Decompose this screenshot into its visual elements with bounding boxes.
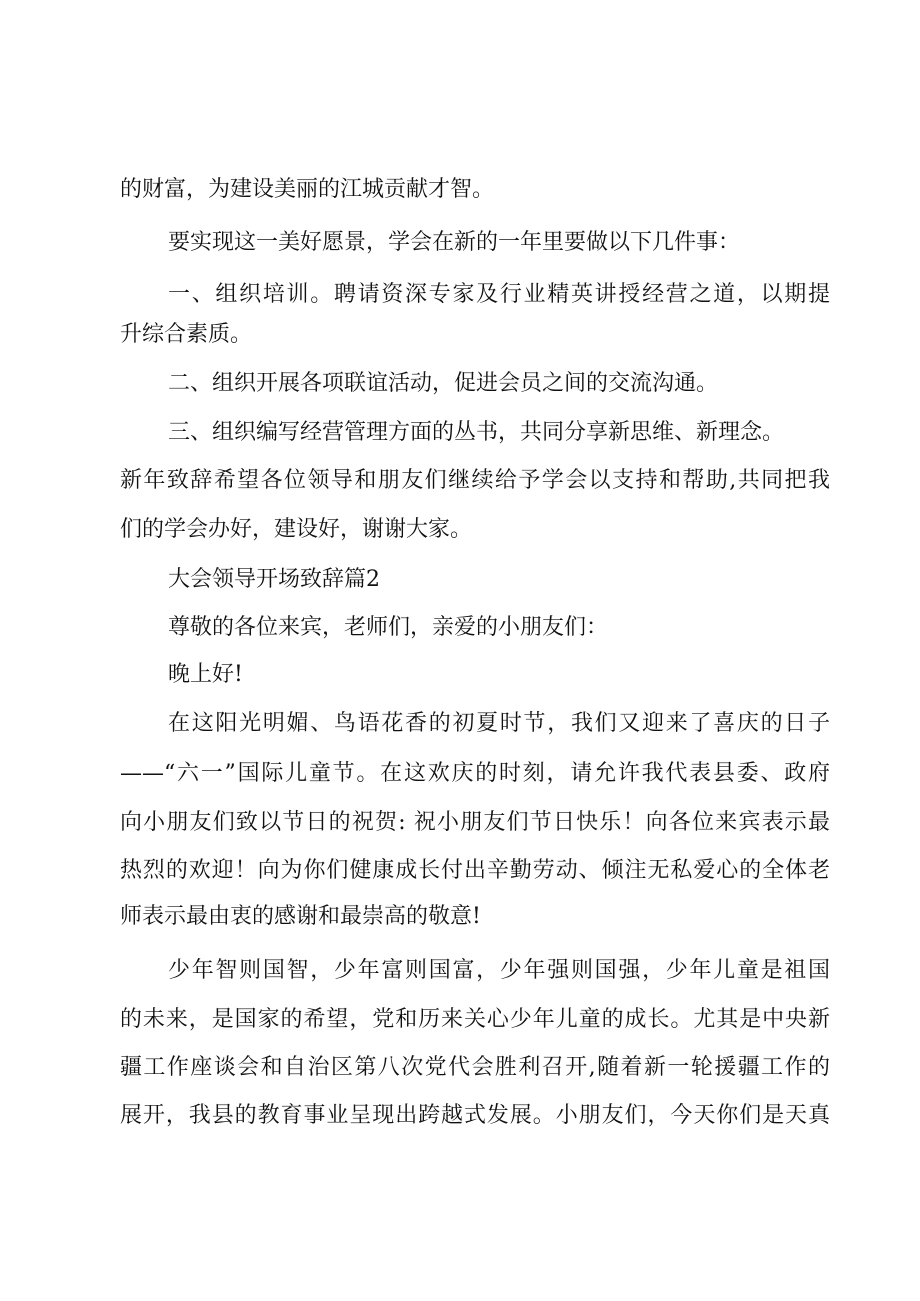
body-line: 升综合素质。 bbox=[120, 322, 253, 347]
body-line: 们的学会办好，建设好，谢谢大家。 bbox=[120, 517, 473, 542]
list-item-1-line: 一、组织培训。聘请资深专家及行业精英讲授经营之道，以期提 bbox=[168, 282, 830, 307]
greeting: 晚上好! bbox=[168, 662, 243, 687]
body-line: 热烈的欢迎！向为你们健康成长付出辛勤劳动、倾注无私爱心的全体老 bbox=[120, 858, 830, 883]
body-line: 的财富，为建设美丽的江城贡献才智。 bbox=[120, 177, 495, 202]
body-line: 在这阳光明媚、鸟语花香的初夏时节，我们又迎来了喜庆的日子 bbox=[168, 711, 830, 736]
list-item-2-line: 二、组织开展各项联谊活动，促进会员之间的交流沟通。 bbox=[168, 371, 719, 396]
section-heading: 大会领导开场致辞篇2 bbox=[168, 567, 380, 592]
body-line: 师表示最由衷的感谢和最崇高的敬意! bbox=[120, 904, 481, 929]
body-line: 要实现这一美好愿景，学会在新的一年里要做以下几件事： bbox=[168, 230, 741, 255]
list-item-3-line: 三、组织编写经营管理方面的丛书，共同分享新思维、新理念。 bbox=[168, 420, 785, 445]
body-line: 新年致辞希望各位领导和朋友们继续给予学会以支持和帮助,共同把我 bbox=[120, 468, 830, 493]
body-line: 向小朋友们致以节日的祝贺: 祝小朋友们节日快乐！向各位来宾表示最 bbox=[120, 810, 830, 835]
salutation: 尊敬的各位来宾，老师们，亲爱的小朋友们： bbox=[168, 615, 609, 640]
body-line: 疆工作座谈会和自治区第八次党代会胜利召开,随着新一轮援疆工作的 bbox=[120, 1055, 830, 1080]
body-line: 展开，我县的教育事业呈现出跨越式发展。小朋友们，今天你们是天真 bbox=[120, 1103, 830, 1128]
body-line: 的未来，是国家的希望，党和历来关心少年儿童的成长。尤其是中央新 bbox=[120, 1007, 830, 1032]
body-line: 少年智则国智，少年富则国富，少年强则国强，少年儿童是祖国 bbox=[168, 958, 830, 983]
body-line: ——“六一”国际儿童节。在这欢庆的时刻，请允许我代表县委、政府 bbox=[120, 761, 830, 786]
